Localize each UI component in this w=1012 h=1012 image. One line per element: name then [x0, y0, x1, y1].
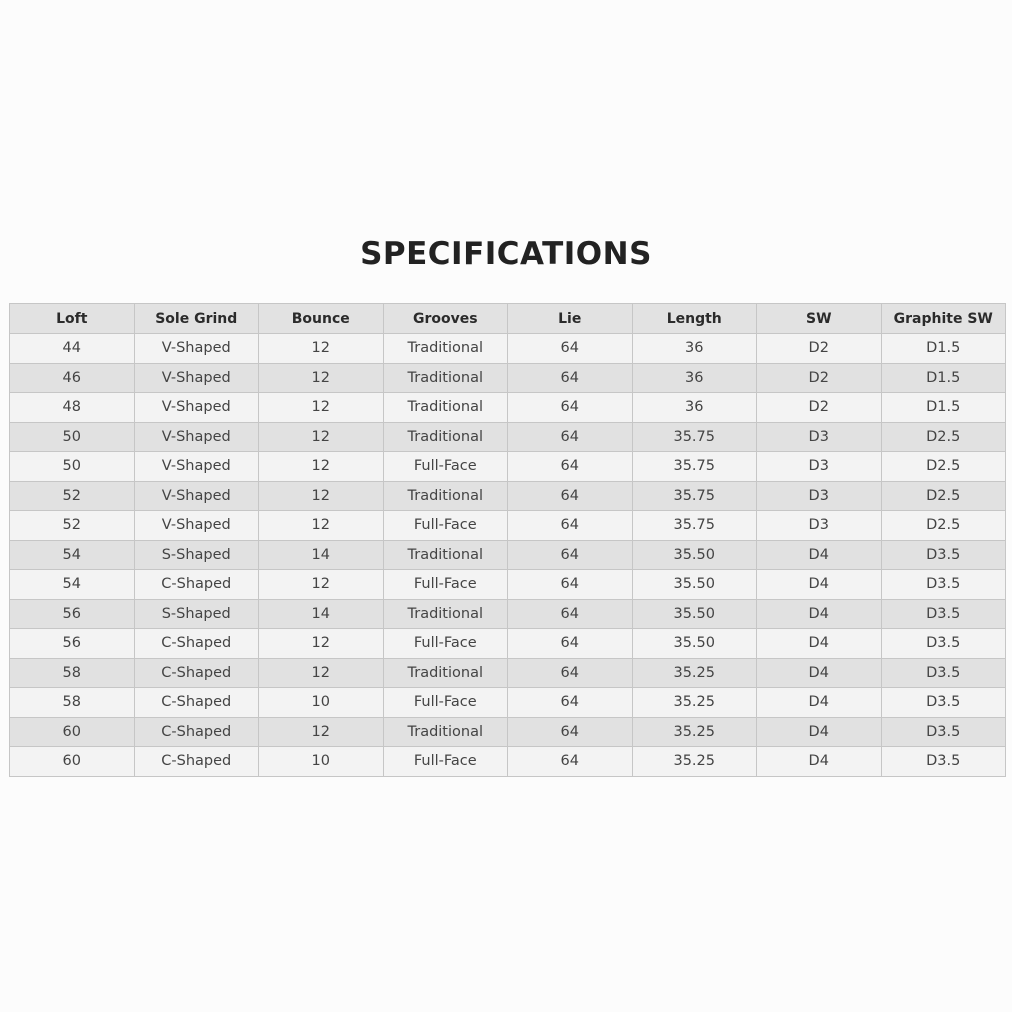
loft-cell: 48 — [10, 393, 135, 423]
table-row — [10, 570, 1006, 600]
grooves-cell: Traditional — [383, 599, 508, 629]
graphite-sw-cell: D3.5 — [881, 599, 1006, 629]
sole-grind-cell: V-Shaped — [134, 422, 259, 452]
table-row — [10, 393, 1006, 423]
lie-cell: 64 — [508, 717, 633, 747]
sw-cell: D3 — [757, 452, 882, 482]
length-cell: 35.25 — [632, 747, 757, 777]
table-row — [10, 452, 1006, 482]
sw-cell: D2 — [757, 363, 882, 393]
lie-cell: 64 — [508, 570, 633, 600]
loft-cell: 56 — [10, 629, 135, 659]
bounce-cell: 12 — [259, 422, 384, 452]
table-row — [10, 688, 1006, 718]
bounce-cell: 10 — [259, 688, 384, 718]
length-cell: 36 — [632, 334, 757, 364]
loft-cell: 54 — [10, 540, 135, 570]
grooves-cell: Traditional — [383, 422, 508, 452]
column-header-length: Length — [632, 304, 757, 334]
length-cell: 35.50 — [632, 540, 757, 570]
lie-cell: 64 — [508, 334, 633, 364]
sw-cell: D2 — [757, 393, 882, 423]
length-cell: 35.25 — [632, 688, 757, 718]
column-header-lie: Lie — [508, 304, 633, 334]
lie-cell: 64 — [508, 393, 633, 423]
loft-cell: 52 — [10, 511, 135, 541]
sole-grind-cell: C-Shaped — [134, 658, 259, 688]
length-cell: 35.75 — [632, 511, 757, 541]
column-header-sole-grind: Sole Grind — [134, 304, 259, 334]
column-header-loft: Loft — [10, 304, 135, 334]
grooves-cell: Full-Face — [383, 511, 508, 541]
graphite-sw-cell: D1.5 — [881, 363, 1006, 393]
graphite-sw-cell: D2.5 — [881, 511, 1006, 541]
page-title: SPECIFICATIONS — [360, 236, 652, 272]
loft-cell: 50 — [10, 452, 135, 482]
sole-grind-cell: V-Shaped — [134, 481, 259, 511]
loft-cell: 52 — [10, 481, 135, 511]
column-header-graphite-sw: Graphite SW — [881, 304, 1006, 334]
loft-cell: 46 — [10, 363, 135, 393]
grooves-cell: Traditional — [383, 334, 508, 364]
column-header-grooves: Grooves — [383, 304, 508, 334]
sole-grind-cell: C-Shaped — [134, 570, 259, 600]
lie-cell: 64 — [508, 452, 633, 482]
bounce-cell: 12 — [259, 658, 384, 688]
sole-grind-cell: C-Shaped — [134, 629, 259, 659]
lie-cell: 64 — [508, 658, 633, 688]
grooves-cell: Full-Face — [383, 747, 508, 777]
grooves-cell: Full-Face — [383, 452, 508, 482]
graphite-sw-cell: D3.5 — [881, 717, 1006, 747]
grooves-cell: Full-Face — [383, 629, 508, 659]
sole-grind-cell: V-Shaped — [134, 363, 259, 393]
table-row — [10, 540, 1006, 570]
table-row — [10, 658, 1006, 688]
loft-cell: 60 — [10, 717, 135, 747]
sw-cell: D4 — [757, 629, 882, 659]
table-row — [10, 481, 1006, 511]
lie-cell: 64 — [508, 599, 633, 629]
sw-cell: D4 — [757, 599, 882, 629]
lie-cell: 64 — [508, 481, 633, 511]
sw-cell: D4 — [757, 570, 882, 600]
lie-cell: 64 — [508, 540, 633, 570]
length-cell: 35.75 — [632, 481, 757, 511]
sw-cell: D4 — [757, 688, 882, 718]
lie-cell: 64 — [508, 688, 633, 718]
sw-cell: D4 — [757, 540, 882, 570]
grooves-cell: Traditional — [383, 481, 508, 511]
length-cell: 35.75 — [632, 452, 757, 482]
length-cell: 35.50 — [632, 629, 757, 659]
length-cell: 35.25 — [632, 658, 757, 688]
bounce-cell: 12 — [259, 570, 384, 600]
table-row — [10, 717, 1006, 747]
graphite-sw-cell: D2.5 — [881, 452, 1006, 482]
sole-grind-cell: S-Shaped — [134, 599, 259, 629]
length-cell: 35.50 — [632, 570, 757, 600]
graphite-sw-cell: D3.5 — [881, 540, 1006, 570]
sole-grind-cell: S-Shaped — [134, 540, 259, 570]
column-header-bounce: Bounce — [259, 304, 384, 334]
bounce-cell: 12 — [259, 363, 384, 393]
table-header-row — [10, 304, 1006, 334]
grooves-cell: Traditional — [383, 393, 508, 423]
graphite-sw-cell: D2.5 — [881, 422, 1006, 452]
loft-cell: 58 — [10, 658, 135, 688]
graphite-sw-cell: D3.5 — [881, 629, 1006, 659]
table-row — [10, 629, 1006, 659]
bounce-cell: 10 — [259, 747, 384, 777]
length-cell: 35.25 — [632, 717, 757, 747]
bounce-cell: 12 — [259, 393, 384, 423]
length-cell: 35.50 — [632, 599, 757, 629]
length-cell: 35.75 — [632, 422, 757, 452]
loft-cell: 54 — [10, 570, 135, 600]
bounce-cell: 12 — [259, 481, 384, 511]
grooves-cell: Traditional — [383, 540, 508, 570]
sw-cell: D4 — [757, 747, 882, 777]
table-body — [10, 334, 1006, 777]
graphite-sw-cell: D3.5 — [881, 688, 1006, 718]
bounce-cell: 12 — [259, 452, 384, 482]
bounce-cell: 12 — [259, 511, 384, 541]
sw-cell: D4 — [757, 717, 882, 747]
specifications-table — [9, 303, 1006, 777]
bounce-cell: 12 — [259, 629, 384, 659]
grooves-cell: Full-Face — [383, 570, 508, 600]
grooves-cell: Traditional — [383, 717, 508, 747]
column-header-sw: SW — [757, 304, 882, 334]
grooves-cell: Full-Face — [383, 688, 508, 718]
lie-cell: 64 — [508, 422, 633, 452]
grooves-cell: Traditional — [383, 363, 508, 393]
bounce-cell: 12 — [259, 717, 384, 747]
loft-cell: 60 — [10, 747, 135, 777]
sw-cell: D3 — [757, 511, 882, 541]
length-cell: 36 — [632, 363, 757, 393]
sole-grind-cell: C-Shaped — [134, 747, 259, 777]
bounce-cell: 12 — [259, 334, 384, 364]
grooves-cell: Traditional — [383, 658, 508, 688]
loft-cell: 44 — [10, 334, 135, 364]
lie-cell: 64 — [508, 363, 633, 393]
loft-cell: 58 — [10, 688, 135, 718]
table-row — [10, 747, 1006, 777]
sw-cell: D2 — [757, 334, 882, 364]
graphite-sw-cell: D2.5 — [881, 481, 1006, 511]
table-row — [10, 422, 1006, 452]
sole-grind-cell: V-Shaped — [134, 511, 259, 541]
sole-grind-cell: V-Shaped — [134, 393, 259, 423]
length-cell: 36 — [632, 393, 757, 423]
bounce-cell: 14 — [259, 599, 384, 629]
table-row — [10, 334, 1006, 364]
sw-cell: D4 — [757, 658, 882, 688]
table-row — [10, 363, 1006, 393]
lie-cell: 64 — [508, 511, 633, 541]
lie-cell: 64 — [508, 629, 633, 659]
graphite-sw-cell: D1.5 — [881, 334, 1006, 364]
sole-grind-cell: V-Shaped — [134, 334, 259, 364]
sw-cell: D3 — [757, 481, 882, 511]
sole-grind-cell: C-Shaped — [134, 717, 259, 747]
graphite-sw-cell: D3.5 — [881, 658, 1006, 688]
bounce-cell: 14 — [259, 540, 384, 570]
table-row — [10, 599, 1006, 629]
graphite-sw-cell: D3.5 — [881, 570, 1006, 600]
sole-grind-cell: C-Shaped — [134, 688, 259, 718]
loft-cell: 50 — [10, 422, 135, 452]
table-row — [10, 511, 1006, 541]
graphite-sw-cell: D3.5 — [881, 747, 1006, 777]
graphite-sw-cell: D1.5 — [881, 393, 1006, 423]
loft-cell: 56 — [10, 599, 135, 629]
sole-grind-cell: V-Shaped — [134, 452, 259, 482]
sw-cell: D3 — [757, 422, 882, 452]
lie-cell: 64 — [508, 747, 633, 777]
